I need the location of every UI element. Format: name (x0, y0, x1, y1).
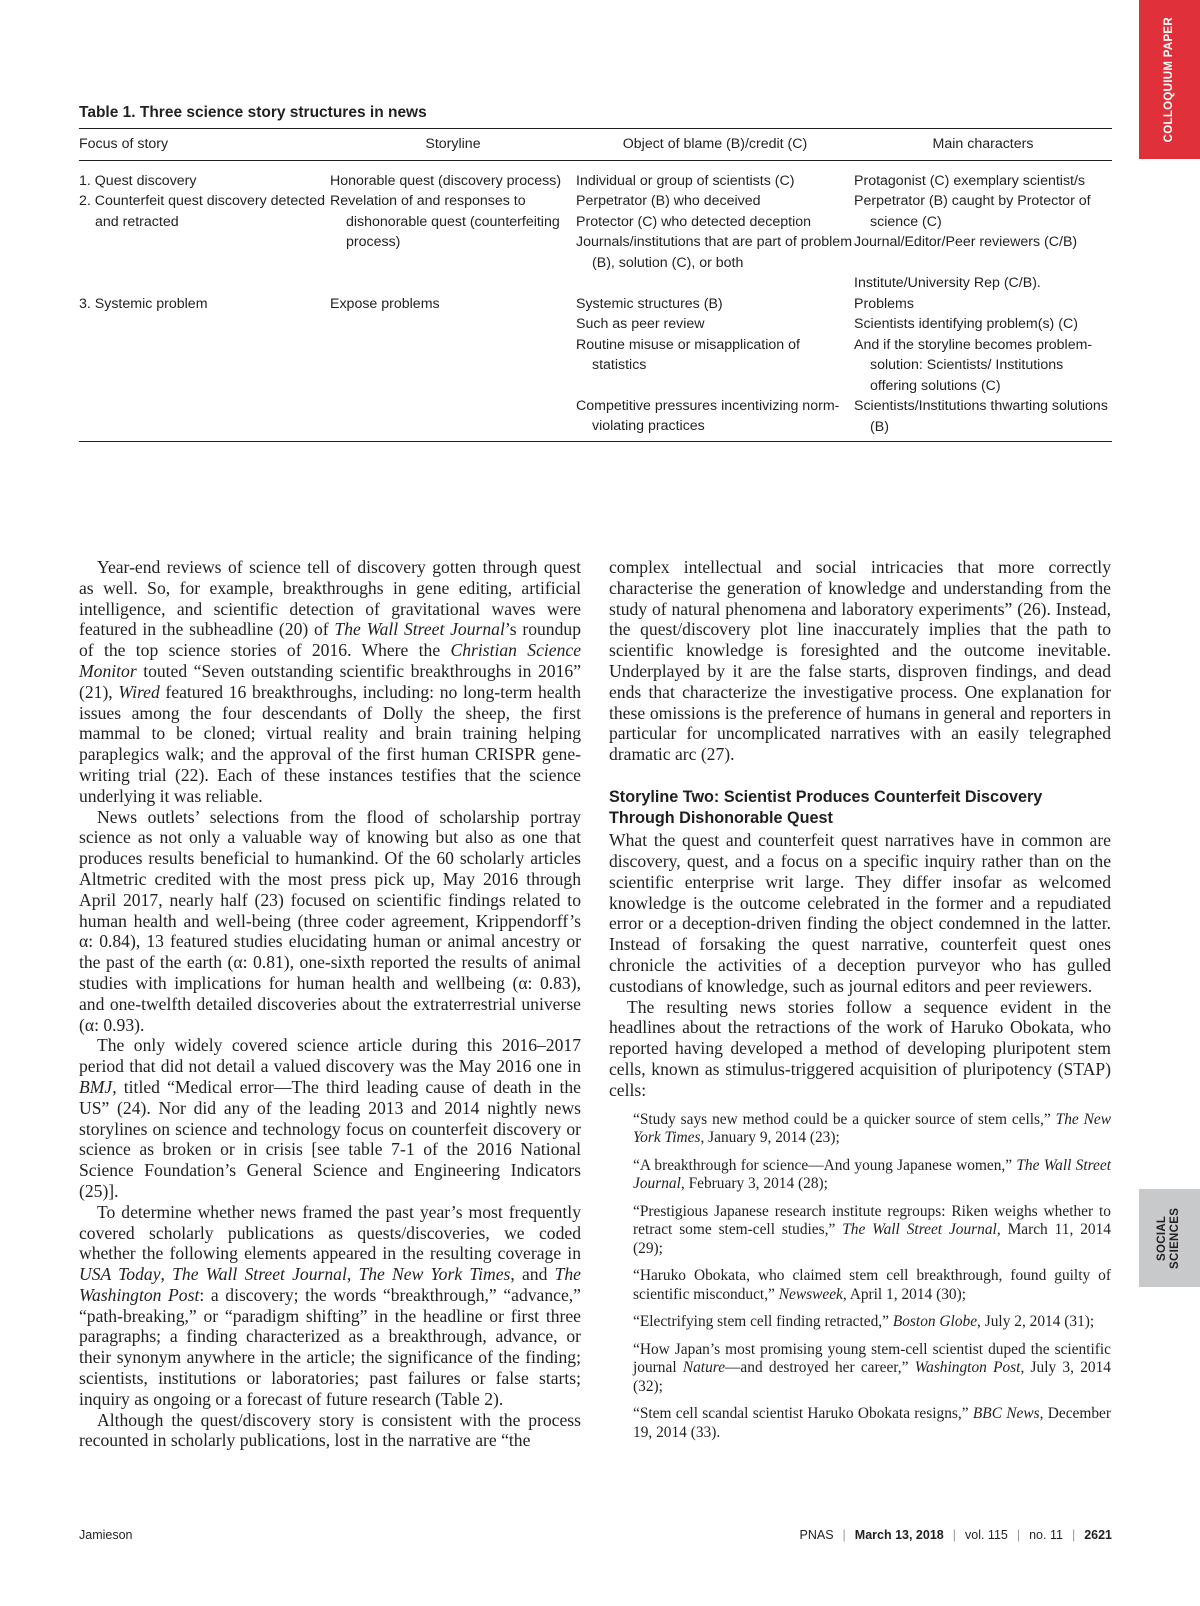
table-row (79, 171, 1112, 192)
table-cell-entry: Individual or group of scientists (C) (576, 172, 795, 189)
headline-quote: “Stem cell scandal scientist Haruko Obokata resigns,” BBC News, December 19, 2014 (33). (633, 1405, 1111, 1441)
footer-author: Jamieson (79, 1528, 133, 1542)
paragraph: Year-end reviews of science tell of discovery gotten through quest as well. So, for example, breakthroughs in gene editing, artificial intelligence, and scientific detection of gravitational waves were featured in the subheadline (20) of The Wall Street Journal’s roundup of the top science stories of 2016. Where the Christian Science Monitor touted “Seven outstanding scientific breakthroughs in 2016” (21), Wired featured 16 breakthroughs, including: no long-term health issues among the four descendants of Dolly the sheep, the first mammal to be cloned; virtual reality and brain training helping paraplegics walk; and the approval of the first human CRISPR gene-writing trial (22). Each of these instances testifies that the science underlying it was reliable. (79, 557, 582, 806)
table-cell-entry: Routine misuse or misapplication of statistics (576, 336, 800, 373)
footer-journal: PNAS (799, 1528, 834, 1542)
table-cell-entry: Journals/institutions that are part of problem (B), solution (C), or both (576, 234, 853, 271)
story-structures-table (79, 128, 1112, 442)
headline-quote: “How Japan’s most promising young stem-cell scientist duped the scientific journal Nature—and destroyed her career,” Washington Post, July 3, 2014 (32); (633, 1340, 1111, 1395)
footer-citation: PNAS | March 13, 2018 | vol. 115 | no. 11 | 2621 (799, 1528, 1112, 1542)
section-tab-colloquium (1139, 0, 1200, 159)
section-tab-social-sciences-label: SOCIAL SCIENCES (1156, 1207, 1182, 1269)
table-cell-entry: 3. Systemic problem (79, 295, 208, 312)
paragraph: The resulting news stories follow a sequence evident in the headlines about the retractions of the work of Haruko Obokata, who reported having developed a method of developing pluripotent stem cells, known as stimulus-triggered acquisition of pluripotency (STAP) cells: (609, 996, 1111, 1100)
table-cell-entry: Honorable quest (discovery process) (330, 172, 562, 189)
table-cell-entry: And if the storyline becomes problem-solution: Scientists/ Institutions offering solutions (C) (854, 336, 1093, 394)
paragraph: Although the quest/discovery story is consistent with the process recounted in scholarly publications, lost in the narrative are “the (79, 1409, 581, 1451)
body-column-left (79, 557, 581, 1451)
table-cell-entry: Scientists/Institutions thwarting solutions (B) (854, 398, 1108, 435)
table-cell-blame (576, 191, 854, 294)
table-cell-focus (79, 191, 330, 294)
footer-issue: no. 11 (1029, 1528, 1063, 1542)
table-row (79, 191, 1112, 294)
table-row (79, 294, 1112, 438)
table-cell-characters (854, 294, 1112, 438)
table-cell-focus (79, 171, 330, 192)
paragraph: News outlets’ selections from the flood of scholarship portray science as not only a valuable way of knowing but also as one that produces results beneficial to humankind. Of the 60 scholarly articles Altmetric credited with the most press pick up, May 2016 through April 2017, nearly half (23) focused on scientific findings related to human health and well-being (three coder agreement, Krippendorff’s α: 0.84), 13 featured studies elucidating human or animal ancestry or the past of the earth (α: 0.81), one-sixth reported the results of animal studies with implications for human health and wellbeing (α: 0.83), and one-twelfth detailed discoveries about the extraterrestrial universe (α: 0.93). (79, 806, 581, 1035)
table-header-cell: Object of blame (B)/credit (C) (622, 136, 808, 152)
section-tab-colloquium-label: COLLOQUIUM PAPER (1162, 16, 1175, 143)
footer-page: 2621 (1084, 1528, 1112, 1542)
body-column-right (609, 557, 1111, 1451)
footer-volume: vol. 115 (965, 1528, 1008, 1542)
table-cell-entry: Competitive pressures incentivizing norm-violating practices (576, 397, 840, 434)
table-header-cell: Focus of story (79, 136, 169, 152)
table-title: Table 1. Three science story structures in news (79, 104, 427, 121)
table-cell-characters (854, 171, 1112, 192)
headline-quote: “Haruko Obokata, who claimed stem cell breakthrough, found guilty of scientific misconduct,” Newsweek, April 1, 2014 (30); (633, 1267, 1111, 1303)
paragraph: To determine whether news framed the past year’s most frequently covered scholarly publications as quests/discoveries, we coded whether the following elements appeared in the resulting coverage in USA Today, The Wall Street Journal, The New York Times, and The Washington Post: a discovery; the words “breakthrough,” “advance,” “path-breaking,” or “paradigm shifting” in the headline or first three paragraphs; a finding characterized as a breakthrough, advance, or their synonym anywhere in the article; the significance of the finding; scientists, institutions or laboratories; past failures or false starts; inquiry as ongoing or a forecast of future research (Table 2). (79, 1201, 581, 1409)
section-heading: Storyline Two: Scientist Produces Counterfeit Discovery Through Dishonorable Quest (609, 787, 1043, 827)
table-cell-entry: Problems (854, 295, 914, 312)
table-cell-entry: Perpetrator (B) caught by Protector of science (C) (854, 193, 1091, 230)
headline-quote: “A breakthrough for science—And young Japanese women,” The Wall Street Journal, February 3, 2014 (28); (633, 1156, 1111, 1193)
headline-quote: “Prestigious Japanese research institute regroups: Riken weighs whether to retract some stem-cell studies,” The Wall Street Journal, March 11, 2014 (29); (633, 1202, 1111, 1257)
table-cell-storyline (330, 171, 576, 192)
page-footer (79, 1528, 1112, 1542)
table-cell-entry: Institute/University Rep (C/B). (854, 275, 1041, 291)
table-cell-characters (854, 191, 1112, 294)
paragraph: complex intellectual and social intricacies that more correctly characterise the generation of knowledge and understanding from the study of natural phenomena and laboratory experiments” (26). Instead, the quest/discovery plot line inaccurately implies that the path to scientific knowledge is foresighted and the outcome inevitable. Underplayed by it are the false starts, disproven findings, and dead ends that characterize the investigative process. One explanation for these omissions is the preference of humans in general and reporters in particular for uncomplicated narratives with an easily telegraphed dramatic arc (27). (609, 557, 1111, 765)
table-cell-entry: 2. Counterfeit quest discovery detected and retracted (79, 193, 326, 230)
table-cell-entry: Journal/Editor/Peer reviewers (C/B) (854, 234, 1078, 250)
table-cell-storyline (330, 294, 576, 438)
table-cell-focus (79, 294, 330, 438)
table-cell-entry: Expose problems (330, 295, 440, 312)
table-cell-entry: Such as peer review (576, 316, 705, 332)
paragraph: The only widely covered science article during this 2016–2017 period that did not detail a valued discovery was the May 2016 one in BMJ, titled “Medical error—The third leading cause of death in the US” (24). Nor did any of the leading 2013 and 2014 nightly news storylines on science and technology focus on counterfeit discovery or science as broken or in crisis [see table 7-1 of the 2016 National Science Foundation’s General Science and Engineering Indicators (25)]. (79, 1035, 581, 1201)
table-cell-entry: Systemic structures (B) (576, 295, 723, 312)
table-cell-entry: Protagonist (C) exemplary scientist/s (854, 172, 1086, 189)
table-header-cell: Storyline (425, 136, 481, 152)
headline-quote-list (633, 1111, 1111, 1443)
headline-quote: “Electrifying stem cell finding retracted,” Boston Globe, July 2, 2014 (31); (633, 1313, 1095, 1331)
table-cell-blame (576, 294, 854, 438)
table-cell-entry: Scientists identifying problem(s) (C) (854, 316, 1078, 332)
section-tab-social-sciences (1139, 1189, 1200, 1287)
table-cell-entry: 1. Quest discovery (79, 172, 197, 189)
headline-quote: “Study says new method could be a quicker source of stem cells,” The New York Times, January 9, 2014 (23); (633, 1110, 1112, 1147)
table-cell-entry: Revelation of and responses to dishonorable quest (counterfeiting process) (330, 193, 560, 250)
table-cell-storyline (330, 191, 576, 294)
table-header-row (79, 128, 1112, 161)
table-header-cell: Main characters (932, 136, 1034, 152)
table-cell-entry: Perpetrator (B) who deceived (576, 193, 761, 209)
table-cell-entry: Protector (C) who detected deception (576, 213, 812, 230)
footer-date: March 13, 2018 (854, 1528, 944, 1542)
paragraph: What the quest and counterfeit quest narratives have in common are discovery, quest, and a focus on a specific inquiry rather than on the scientific enterprise writ large. They differ insofar as welcomed knowledge is the outcome celebrated in the former and a repudiated error or a deception-driven finding the object condemned in the latter. Instead of forsaking the quest narrative, counterfeit quest ones chronicle the activities of a deception purveyor who has gulled custodians of knowledge, such as journal editors and peer reviewers. (609, 830, 1111, 996)
table-cell-blame (576, 171, 854, 192)
table-body (79, 161, 1112, 443)
